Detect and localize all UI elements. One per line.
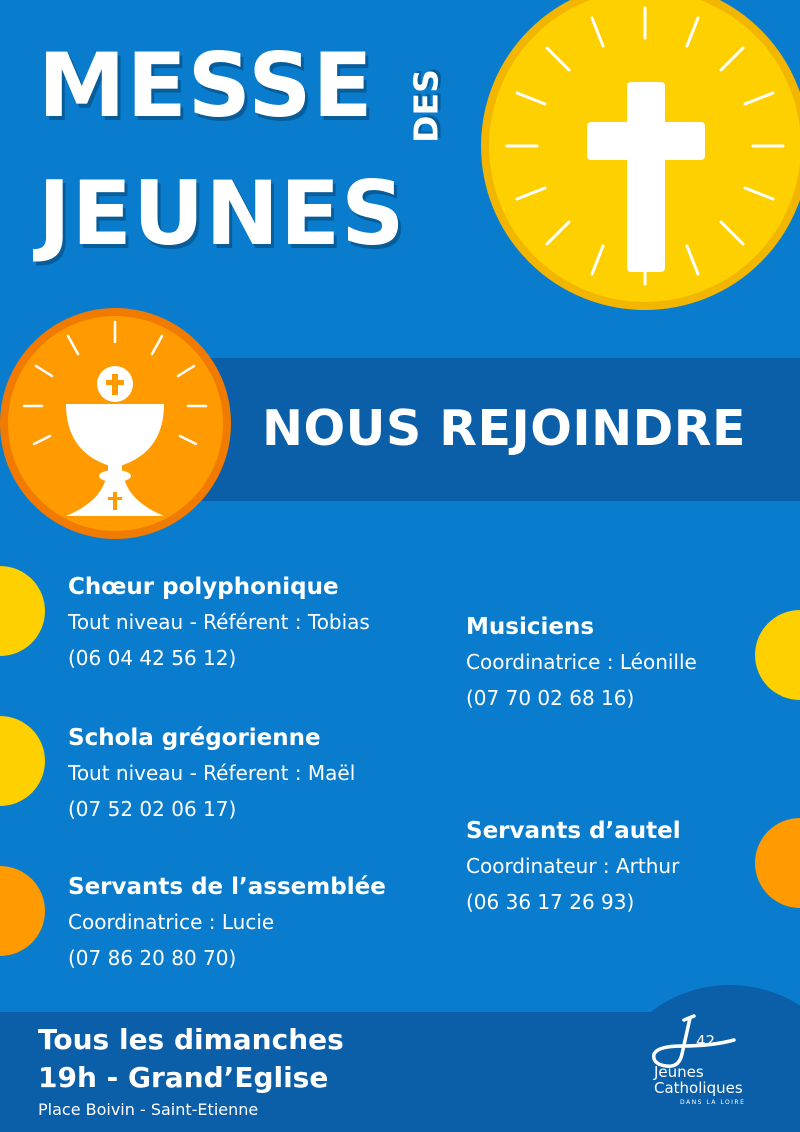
role-phone: (07 52 02 06 17) — [68, 797, 237, 821]
role-title: Schola grégorienne — [68, 725, 321, 751]
role-servants-autel — [466, 817, 681, 915]
yellow-sun-badge — [481, 0, 800, 310]
role-detail: Tout niveau - Référent : Tobias — [68, 610, 370, 634]
role-servants-assemblee — [68, 873, 386, 971]
role-schola — [68, 724, 355, 822]
logo-text-catholiques: Catholiques — [654, 1079, 743, 1097]
role-phone: (07 86 20 80 70) — [68, 946, 237, 970]
banner-label: NOUS REJOINDRE — [262, 400, 747, 457]
role-phone: (07 70 02 68 16) — [466, 686, 635, 710]
role-detail: Tout niveau - Réferent : Maël — [68, 761, 356, 785]
logo-text-jeunes: Jeunes — [654, 1063, 704, 1081]
decor-circle — [0, 716, 45, 806]
schedule-day: Tous les dimanches — [38, 1023, 344, 1056]
role-title: Chœur polyphonique — [68, 574, 339, 600]
logo-text-loire: DANS LA LOIRE — [680, 1099, 746, 1106]
role-choeur — [68, 573, 370, 671]
role-phone: (06 04 42 56 12) — [68, 646, 237, 670]
title-messe: MESSE — [38, 34, 374, 137]
title-des: DES — [406, 69, 446, 143]
decor-circle — [0, 866, 45, 956]
role-title: Servants d’autel — [466, 818, 681, 844]
decor-circle — [755, 818, 800, 908]
chalice-icon — [8, 316, 223, 531]
jeunes-catholiques-logo — [622, 1006, 792, 1126]
role-detail: Coordinateur : Arthur — [466, 854, 680, 878]
decor-circle — [755, 610, 800, 700]
address: Place Boivin - Saint-Etienne — [38, 1100, 259, 1119]
role-detail: Coordinatrice : Léonille — [466, 650, 697, 674]
role-title: Musiciens — [466, 614, 595, 640]
cross-icon — [489, 0, 800, 302]
logo-number: 42 — [696, 1032, 716, 1050]
role-phone: (06 36 17 26 93) — [466, 890, 635, 914]
role-detail: Coordinatrice : Lucie — [68, 910, 275, 934]
orange-sun-badge — [0, 308, 231, 539]
role-musiciens — [466, 613, 697, 711]
decor-circle — [0, 566, 45, 656]
role-title: Servants de l’assemblée — [68, 874, 386, 900]
title-jeunes: JEUNES — [38, 162, 406, 265]
schedule-time-place: 19h - Grand’Eglise — [38, 1061, 329, 1094]
